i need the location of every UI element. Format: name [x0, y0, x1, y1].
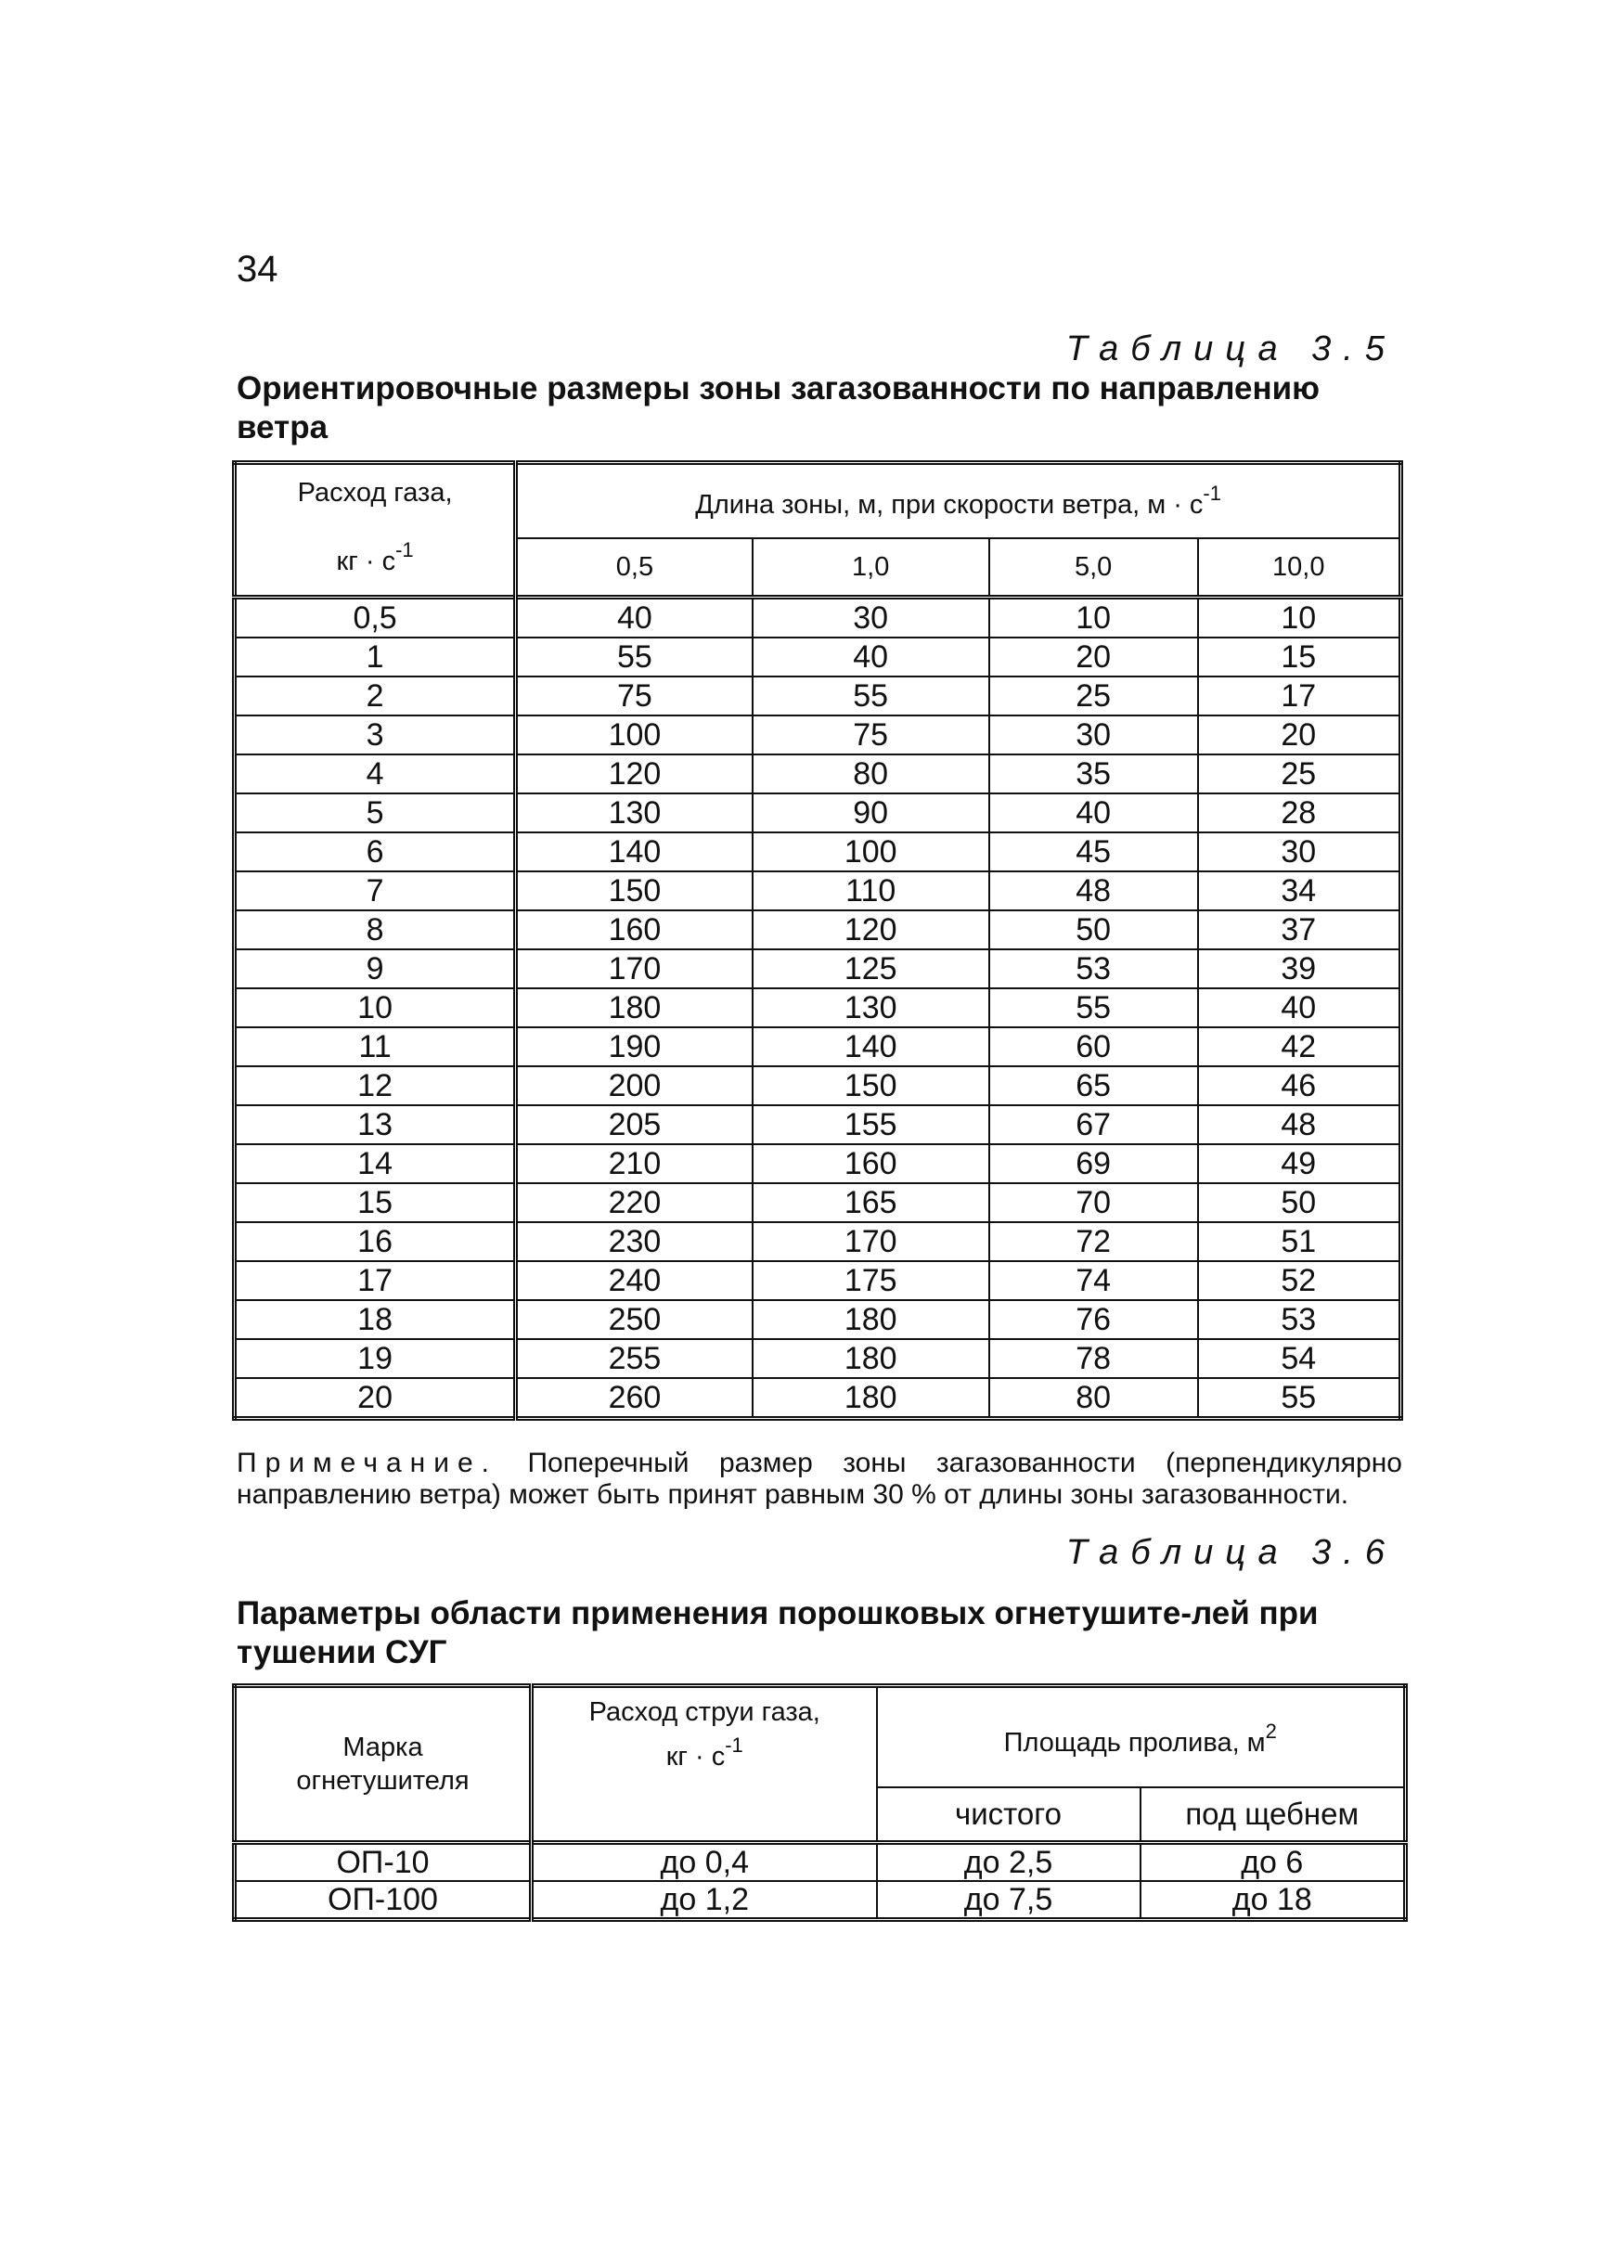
table-cell: 80 [989, 1378, 1198, 1419]
zone-length-header: Длина зоны, м, при скорости ветра, $м \cdot с^{-1}$ [516, 463, 1401, 539]
table-cell: 120 [516, 754, 753, 793]
table-cell: 25 [1198, 754, 1401, 793]
table-cell: 55 [516, 638, 753, 677]
row-header-cell: 8 [235, 910, 516, 949]
wind-speed-header: 5,0 [989, 538, 1198, 598]
spill-area-header: Площадь пролива, $м^2$ [877, 1686, 1406, 1788]
note [237, 1448, 1402, 1511]
table-cell: 180 [753, 1378, 989, 1419]
table-cell: 160 [516, 910, 753, 949]
row-header-cell: ОП-100 [235, 1881, 532, 1920]
table-cell: 76 [989, 1300, 1198, 1339]
table-cell: 30 [989, 715, 1198, 754]
table-cell: 200 [516, 1066, 753, 1105]
table-3-5-caption: Таблица 3.5 [1065, 329, 1397, 368]
table-cell: 30 [1198, 832, 1401, 871]
table-cell: 20 [1198, 715, 1401, 754]
table-cell: 130 [516, 793, 753, 832]
row-header-cell: 0,5 [235, 598, 516, 638]
table-cell: 15 [1198, 638, 1401, 677]
table-row [235, 1027, 1401, 1066]
row-header-cell: 17 [235, 1261, 516, 1300]
table-cell: 34 [1198, 871, 1401, 910]
table-cell: 39 [1198, 949, 1401, 988]
note-label: Примечание. [237, 1448, 497, 1478]
table-cell: 35 [989, 754, 1198, 793]
table-cell: 45 [989, 832, 1198, 871]
table-row [235, 1300, 1401, 1339]
table-row [235, 598, 1401, 638]
table-row [235, 1261, 1401, 1300]
table-cell: до 6 [1141, 1843, 1406, 1882]
table-cell: до 7,5 [877, 1881, 1141, 1920]
gas-flow-label: Расход газа, [297, 478, 453, 508]
table-cell: 50 [1198, 1183, 1401, 1222]
row-header-cell: 1 [235, 638, 516, 677]
table-cell: 70 [989, 1183, 1198, 1222]
table-row [235, 638, 1401, 677]
table-cell: 17 [1198, 677, 1401, 715]
brand-header: Марка огнетушителя [235, 1686, 532, 1843]
table-cell: до 1,2 [532, 1881, 877, 1920]
table-3-5-body [235, 598, 1401, 1419]
table-3-5 [232, 460, 1403, 1421]
row-header-cell: 4 [235, 754, 516, 793]
table-cell: 52 [1198, 1261, 1401, 1300]
table-cell: 240 [516, 1261, 753, 1300]
table-3-6 [232, 1683, 1408, 1922]
table-cell: 140 [753, 1027, 989, 1066]
table-cell: 170 [753, 1222, 989, 1261]
table-cell: 180 [516, 988, 753, 1027]
table-row [235, 1183, 1401, 1222]
table-cell: 110 [753, 871, 989, 910]
table-cell: 180 [753, 1300, 989, 1339]
table-cell: 150 [753, 1066, 989, 1105]
table-cell: 53 [1198, 1300, 1401, 1339]
table-cell: 230 [516, 1222, 753, 1261]
table-cell: 20 [989, 638, 1198, 677]
jet-flow-header: Расход струи газа, кг · $с^{-1}$ [532, 1686, 877, 1843]
table-cell: 55 [1198, 1378, 1401, 1419]
table-row [235, 677, 1401, 715]
table-row [235, 871, 1401, 910]
row-header-cell: 14 [235, 1144, 516, 1183]
table-cell: 46 [1198, 1066, 1401, 1105]
table-cell: 175 [753, 1261, 989, 1300]
table-cell: 150 [516, 871, 753, 910]
row-header-cell: 12 [235, 1066, 516, 1105]
row-header-cell: 9 [235, 949, 516, 988]
wind-speed-header: 10,0 [1198, 538, 1401, 598]
under-gravel-header: под щебнем [1141, 1787, 1406, 1843]
table-cell: 69 [989, 1144, 1198, 1183]
table-cell: 25 [989, 677, 1198, 715]
table-cell: 80 [753, 754, 989, 793]
table-cell: 72 [989, 1222, 1198, 1261]
table-cell: 50 [989, 910, 1198, 949]
table-row [235, 1144, 1401, 1183]
wind-speed-header: 0,5 [516, 538, 753, 598]
table-row [235, 793, 1401, 832]
row-header-cell: 13 [235, 1105, 516, 1144]
table-cell: 42 [1198, 1027, 1401, 1066]
table-cell: 190 [516, 1027, 753, 1066]
row-header-cell: 11 [235, 1027, 516, 1066]
table-3-6-body [235, 1843, 1406, 1920]
note-text: Поперечный размер зоны загазованности (перпендикулярно направлению ветра) может быть принят равным 30 % от длины зоны загазованности. [237, 1448, 1402, 1510]
table-cell: 54 [1198, 1339, 1401, 1378]
row-header-cell: ОП-10 [235, 1843, 532, 1882]
table-cell: 60 [989, 1027, 1198, 1066]
table-cell: 48 [1198, 1105, 1401, 1144]
table-cell: 140 [516, 832, 753, 871]
table-row [235, 1105, 1401, 1144]
table-cell: 40 [516, 598, 753, 638]
table-row [235, 1881, 1406, 1920]
table-row [235, 1066, 1401, 1105]
row-header-cell: 2 [235, 677, 516, 715]
table-cell: 220 [516, 1183, 753, 1222]
table-row [235, 754, 1401, 793]
table-cell: 67 [989, 1105, 1198, 1144]
table-cell: 250 [516, 1300, 753, 1339]
table-row [235, 1378, 1401, 1419]
table-row [235, 988, 1401, 1027]
row-header-cell: 19 [235, 1339, 516, 1378]
table-cell: 90 [753, 793, 989, 832]
row-header-cell: 7 [235, 871, 516, 910]
clean-header: чистого [877, 1787, 1141, 1843]
table-3-5-title: Ориентировочные размеры зоны загазованности по направлению ветра [237, 370, 1321, 445]
table-cell: 260 [516, 1378, 753, 1419]
table-row [235, 832, 1401, 871]
table-cell: 125 [753, 949, 989, 988]
table-cell: 120 [753, 910, 989, 949]
table-3-6-title: Параметры области применения порошковых огнетушите-лей при тушении СУГ [237, 1595, 1319, 1670]
table-row [235, 949, 1401, 988]
table-row [235, 715, 1401, 754]
table-cell: 51 [1198, 1222, 1401, 1261]
table-cell: 255 [516, 1339, 753, 1378]
table-cell: 55 [753, 677, 989, 715]
table-cell: до 0,4 [532, 1843, 877, 1882]
table-cell: 40 [1198, 988, 1401, 1027]
table-cell: до 18 [1141, 1881, 1406, 1920]
table-cell: 74 [989, 1261, 1198, 1300]
row-header-cell: 18 [235, 1300, 516, 1339]
gas-flow-unit: кг · $с^{-1}$ [336, 538, 414, 576]
table-3-6-caption: Таблица 3.6 [1065, 1533, 1397, 1572]
table-cell: 65 [989, 1066, 1198, 1105]
table-cell: 100 [516, 715, 753, 754]
table-cell: 75 [516, 677, 753, 715]
row-header-cell: 15 [235, 1183, 516, 1222]
table-cell: 55 [989, 988, 1198, 1027]
table-cell: 40 [989, 793, 1198, 832]
row-header-cell: 20 [235, 1378, 516, 1419]
gas-flow-header [235, 463, 516, 598]
table-cell: 53 [989, 949, 1198, 988]
row-header-cell: 5 [235, 793, 516, 832]
table-cell: 30 [753, 598, 989, 638]
table-cell: 210 [516, 1144, 753, 1183]
wind-speed-header: 1,0 [753, 538, 989, 598]
table-cell: 155 [753, 1105, 989, 1144]
table-cell: 75 [753, 715, 989, 754]
table-cell: 10 [1198, 598, 1401, 638]
table-cell: 205 [516, 1105, 753, 1144]
table-cell: 170 [516, 949, 753, 988]
table-cell: 28 [1198, 793, 1401, 832]
table-cell: до 2,5 [877, 1843, 1141, 1882]
table-cell: 160 [753, 1144, 989, 1183]
table-cell: 130 [753, 988, 989, 1027]
table-cell: 165 [753, 1183, 989, 1222]
table-cell: 49 [1198, 1144, 1401, 1183]
table-cell: 10 [989, 598, 1198, 638]
row-header-cell: 6 [235, 832, 516, 871]
table-row [235, 1222, 1401, 1261]
table-row [235, 1339, 1401, 1378]
table-row [235, 910, 1401, 949]
table-cell: 100 [753, 832, 989, 871]
table-cell: 78 [989, 1339, 1198, 1378]
table-cell: 40 [753, 638, 989, 677]
table-cell: 48 [989, 871, 1198, 910]
row-header-cell: 16 [235, 1222, 516, 1261]
table-cell: 37 [1198, 910, 1401, 949]
table-row [235, 1843, 1406, 1882]
row-header-cell: 10 [235, 988, 516, 1027]
row-header-cell: 3 [235, 715, 516, 754]
page-number: 34 [237, 249, 278, 290]
table-cell: 180 [753, 1339, 989, 1378]
